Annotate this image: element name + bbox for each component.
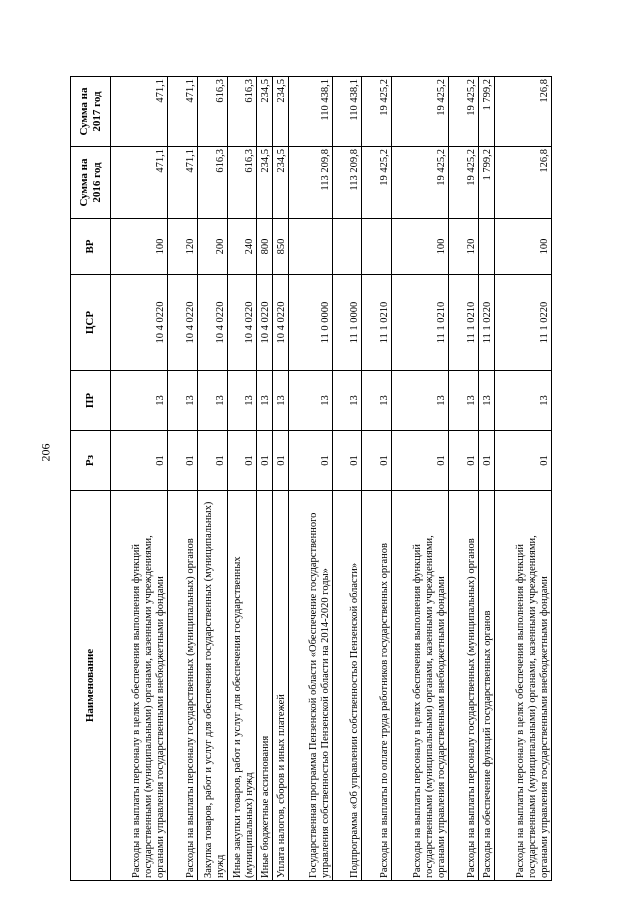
row-name: Иные закупки товаров, работ и услуг для обеспечения государственных (муниципальных) нужд (227, 491, 257, 881)
row-rz: 01 (449, 431, 479, 491)
table-row (332, 77, 362, 881)
table-header-row (71, 77, 111, 881)
row-name: Закупка товаров, работ и услуг для обеспечения государственных (муниципальных) нужд (197, 491, 227, 881)
row-sum-2016: 234,5 (273, 147, 289, 219)
row-pr: 13 (257, 371, 273, 431)
header-vr: ВР (71, 219, 111, 275)
row-vr (362, 219, 392, 275)
row-sum-2017: 234,5 (257, 77, 273, 147)
row-name: Расходы на выплаты персоналу государственных (муниципальных) органов (168, 491, 198, 881)
row-csr: 11 1 0220 (478, 275, 494, 371)
row-name: Расходы на обеспечение функций государственных органов (478, 491, 494, 881)
row-vr: 120 (168, 219, 198, 275)
row-rz: 01 (227, 431, 257, 491)
row-vr (289, 219, 332, 275)
table-row (362, 77, 392, 881)
row-pr: 13 (197, 371, 227, 431)
row-name: Государственная программа Пензенской области «Обеспечение государственного управления собственностью Пензенской области на 2014-2020 годы» (289, 491, 332, 881)
header-sum-2016: Сумма на 2016 год (71, 147, 111, 219)
row-name: Подпрограмма «Об управлении собственностью Пензенской области» (332, 491, 362, 881)
row-rz: 01 (392, 431, 449, 491)
row-pr: 13 (449, 371, 479, 431)
row-csr: 11 1 0220 (494, 275, 551, 371)
row-rz: 01 (257, 431, 273, 491)
rotated-table-container (70, 77, 552, 881)
row-rz: 01 (362, 431, 392, 491)
row-sum-2017: 234,5 (273, 77, 289, 147)
row-name: Расходы на выплаты по оплате труда работников государственных органов (362, 491, 392, 881)
row-vr: 100 (392, 219, 449, 275)
table-row (392, 77, 449, 881)
row-pr: 13 (168, 371, 198, 431)
row-csr: 11 1 0210 (449, 275, 479, 371)
table-row (168, 77, 198, 881)
row-pr: 13 (392, 371, 449, 431)
page-number-container (36, 0, 56, 905)
row-csr: 11 0 0000 (289, 275, 332, 371)
row-csr: 10 4 0220 (273, 275, 289, 371)
row-sum-2017: 19 425,2 (362, 77, 392, 147)
row-sum-2016: 616,3 (197, 147, 227, 219)
row-name: Расходы на выплаты персоналу в целях обеспечения выполнения функций государственными (муниципальными) органами, казенными учреждениями, органами управления государственными внебюджетными фондами (392, 491, 449, 881)
row-rz: 01 (332, 431, 362, 491)
table-row (494, 77, 551, 881)
row-vr: 100 (111, 219, 168, 275)
row-rz: 01 (273, 431, 289, 491)
row-vr (478, 219, 494, 275)
header-sum-2017: Сумма на 2017 год (71, 77, 111, 147)
row-sum-2016: 471,1 (168, 147, 198, 219)
row-rz: 01 (494, 431, 551, 491)
row-pr: 13 (273, 371, 289, 431)
row-sum-2016: 471,1 (111, 147, 168, 219)
page-number: 206 (38, 443, 53, 462)
row-pr: 13 (494, 371, 551, 431)
row-pr: 13 (478, 371, 494, 431)
row-name: Расходы на выплаты персоналу в целях обеспечения выполнения функций государственными (муниципальными) органами, казенными учреждениями, органами управления государственными внебюджетными фондами (494, 491, 551, 881)
row-rz: 01 (289, 431, 332, 491)
row-csr: 11 1 0210 (392, 275, 449, 371)
row-sum-2016: 616,3 (227, 147, 257, 219)
row-sum-2017: 110 438,1 (289, 77, 332, 147)
row-vr: 120 (449, 219, 479, 275)
row-sum-2017: 19 425,2 (449, 77, 479, 147)
row-name: Уплата налогов, сборов и иных платежей (273, 491, 289, 881)
row-rz: 01 (478, 431, 494, 491)
row-sum-2016: 19 425,2 (449, 147, 479, 219)
row-csr: 10 4 0220 (168, 275, 198, 371)
table-row (478, 77, 494, 881)
row-sum-2017: 471,1 (111, 77, 168, 147)
row-sum-2017: 616,3 (197, 77, 227, 147)
row-sum-2016: 126,8 (494, 147, 551, 219)
header-name: Наименование (71, 491, 111, 881)
row-vr: 200 (197, 219, 227, 275)
row-vr: 240 (227, 219, 257, 275)
header-pr: ПР (71, 371, 111, 431)
row-csr: 10 4 0220 (227, 275, 257, 371)
row-csr: 10 4 0220 (197, 275, 227, 371)
row-vr (332, 219, 362, 275)
row-sum-2016: 1 799,2 (478, 147, 494, 219)
row-name: Расходы на выплаты персоналу в целях обеспечения выполнения функций государственными (муниципальными) органами, казенными учреждениями, органами управления государственными внебюджетными фондами (111, 491, 168, 881)
table-row (111, 77, 168, 881)
row-csr: 10 4 0220 (111, 275, 168, 371)
row-vr: 100 (494, 219, 551, 275)
row-sum-2016: 19 425,2 (392, 147, 449, 219)
row-rz: 01 (168, 431, 198, 491)
row-csr: 10 4 0220 (257, 275, 273, 371)
table-row (273, 77, 289, 881)
table-row (449, 77, 479, 881)
row-name: Иные бюджетные ассигнования (257, 491, 273, 881)
row-rz: 01 (197, 431, 227, 491)
table-row (197, 77, 227, 881)
header-rz: Рз (71, 431, 111, 491)
row-csr: 11 1 0210 (362, 275, 392, 371)
row-sum-2017: 110 438,1 (332, 77, 362, 147)
row-pr: 13 (362, 371, 392, 431)
row-sum-2017: 471,1 (168, 77, 198, 147)
row-sum-2016: 19 425,2 (362, 147, 392, 219)
row-sum-2017: 616,3 (227, 77, 257, 147)
row-rz: 01 (111, 431, 168, 491)
row-sum-2016: 113 209,8 (332, 147, 362, 219)
table-row (289, 77, 332, 881)
row-pr: 13 (111, 371, 168, 431)
row-sum-2016: 113 209,8 (289, 147, 332, 219)
row-sum-2017: 19 425,2 (392, 77, 449, 147)
row-pr: 13 (289, 371, 332, 431)
row-sum-2017: 1 799,2 (478, 77, 494, 147)
header-csr: ЦСР (71, 275, 111, 371)
row-sum-2017: 126,8 (494, 77, 551, 147)
row-vr: 800 (257, 219, 273, 275)
row-vr: 850 (273, 219, 289, 275)
row-pr: 13 (332, 371, 362, 431)
row-pr: 13 (227, 371, 257, 431)
table-row (227, 77, 257, 881)
budget-table (70, 76, 552, 881)
row-name: Расходы на выплаты персоналу государственных (муниципальных) органов (449, 491, 479, 881)
row-sum-2016: 234,5 (257, 147, 273, 219)
table-row (257, 77, 273, 881)
row-csr: 11 1 0000 (332, 275, 362, 371)
